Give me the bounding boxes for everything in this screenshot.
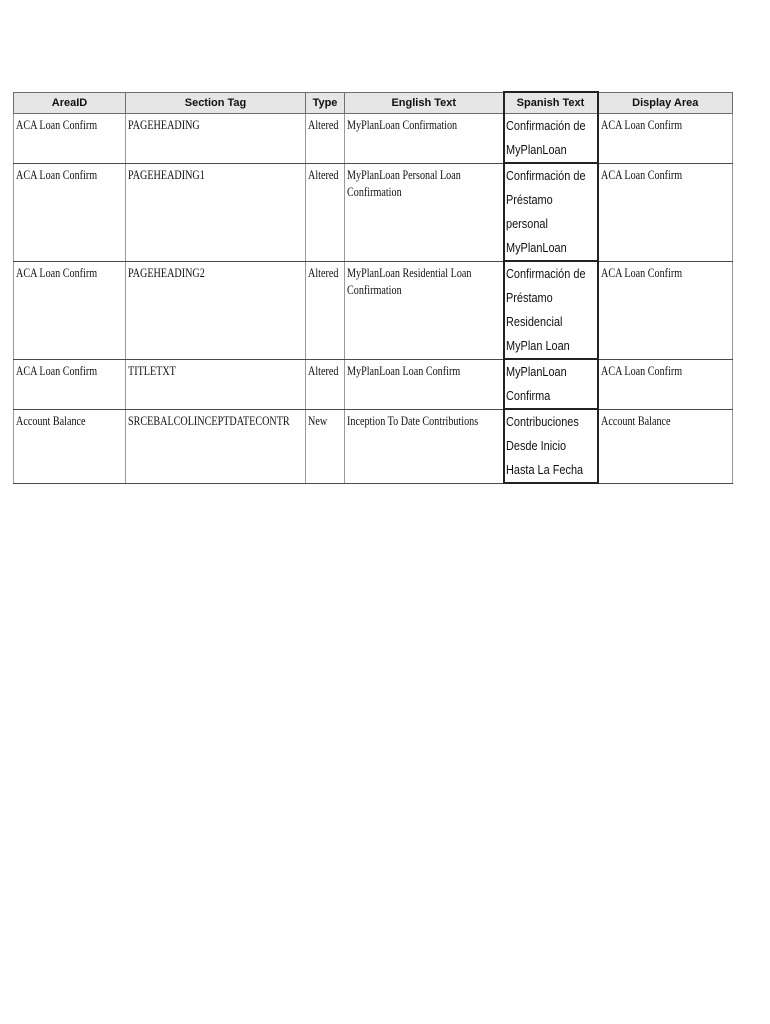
cell-spanish-text[interactable]: Contribuciones Desde Inicio Hasta La Fecha <box>504 409 598 483</box>
cell-area-id[interactable]: Account Balance <box>14 409 126 483</box>
column-header-section-tag[interactable]: Section Tag <box>126 92 306 114</box>
cell-section-tag[interactable]: PAGEHEADING1 <box>126 163 306 261</box>
cell-english-text[interactable]: MyPlanLoan Confirmation <box>345 114 504 164</box>
column-header-display-area[interactable]: Display Area <box>598 92 733 114</box>
cell-type[interactable]: Altered <box>306 359 345 409</box>
cell-english-text[interactable]: Inception To Date Contributions <box>345 409 504 483</box>
cell-display-area[interactable]: ACA Loan Confirm <box>598 163 733 261</box>
translation-table <box>13 91 733 484</box>
cell-type[interactable]: Altered <box>306 114 345 164</box>
cell-area-id[interactable]: ACA Loan Confirm <box>14 359 126 409</box>
cell-spanish-text[interactable]: Confirmación de Préstamo Residencial MyPlan Loan <box>504 261 598 359</box>
table-row <box>14 359 733 409</box>
cell-english-text[interactable]: MyPlanLoan Loan Confirm <box>345 359 504 409</box>
table-row <box>14 114 733 164</box>
cell-section-tag[interactable]: PAGEHEADING <box>126 114 306 164</box>
column-header-english-text[interactable]: English Text <box>345 92 504 114</box>
cell-area-id[interactable]: ACA Loan Confirm <box>14 114 126 164</box>
cell-area-id[interactable]: ACA Loan Confirm <box>14 163 126 261</box>
table-row <box>14 409 733 483</box>
column-header-spanish-text[interactable]: Spanish Text <box>504 92 598 114</box>
cell-type[interactable]: New <box>306 409 345 483</box>
cell-english-text[interactable]: MyPlanLoan Personal Loan Confirmation <box>345 163 504 261</box>
cell-display-area[interactable]: ACA Loan Confirm <box>598 114 733 164</box>
cell-type[interactable]: Altered <box>306 163 345 261</box>
cell-section-tag[interactable]: TITLETXT <box>126 359 306 409</box>
cell-section-tag[interactable]: SRCEBALCOLINCEPTDATECONTR <box>126 409 306 483</box>
table-row <box>14 163 733 261</box>
cell-english-text[interactable]: MyPlanLoan Residential Loan Confirmation <box>345 261 504 359</box>
table-row <box>14 261 733 359</box>
cell-display-area[interactable]: ACA Loan Confirm <box>598 261 733 359</box>
cell-display-area[interactable]: ACA Loan Confirm <box>598 359 733 409</box>
column-header-areaid[interactable]: AreaID <box>14 92 126 114</box>
cell-area-id[interactable]: ACA Loan Confirm <box>14 261 126 359</box>
column-header-type[interactable]: Type <box>306 92 345 114</box>
header-row <box>14 92 733 114</box>
cell-spanish-text[interactable]: MyPlanLoan Confirma <box>504 359 598 409</box>
cell-section-tag[interactable]: PAGEHEADING2 <box>126 261 306 359</box>
cell-spanish-text[interactable]: Confirmación de MyPlanLoan <box>504 114 598 164</box>
cell-type[interactable]: Altered <box>306 261 345 359</box>
cell-spanish-text[interactable]: Confirmación de Préstamo personal MyPlanLoan <box>504 163 598 261</box>
cell-display-area[interactable]: Account Balance <box>598 409 733 483</box>
